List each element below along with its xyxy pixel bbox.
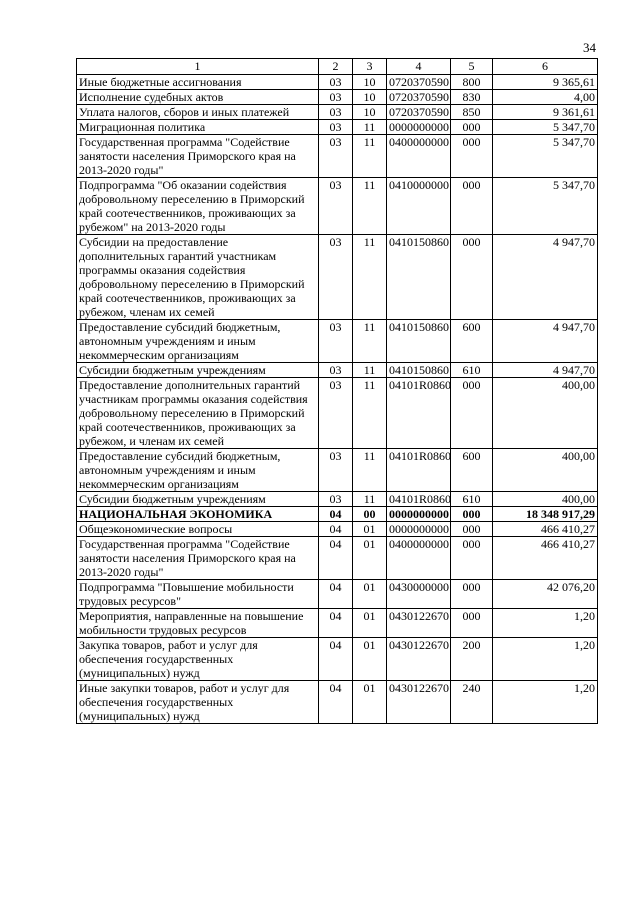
row-sum-cell: 4,00 xyxy=(493,90,598,105)
page-number: 34 xyxy=(583,40,596,55)
table-row xyxy=(77,105,598,120)
row-name-cell: Субсидии бюджетным учреждениям xyxy=(77,363,319,378)
table-row xyxy=(77,638,598,681)
table-row xyxy=(77,492,598,507)
row-target-article-cell: 04101R0860 xyxy=(387,449,451,492)
row-section-cell: 03 xyxy=(319,492,353,507)
row-section-cell: 03 xyxy=(319,320,353,363)
row-subsection-cell: 11 xyxy=(353,363,387,378)
row-sum-cell: 4 947,70 xyxy=(493,235,598,320)
row-name-cell: Подпрограмма "Об оказании содействия добровольному переселению в Приморский край соотечественников, проживающих за рубежом" на 2013-2020 годы xyxy=(77,178,319,235)
row-subsection-cell: 11 xyxy=(353,378,387,449)
row-subsection-cell: 11 xyxy=(353,178,387,235)
row-section-cell: 03 xyxy=(319,75,353,90)
row-subsection-cell: 11 xyxy=(353,235,387,320)
row-sum-cell: 1,20 xyxy=(493,681,598,724)
row-subsection-cell: 01 xyxy=(353,638,387,681)
row-expense-type-cell: 600 xyxy=(451,320,493,363)
row-name-cell: Государственная программа "Содействие занятости населения Приморского края на 2013-2020 годы" xyxy=(77,537,319,580)
row-sum-cell: 9 365,61 xyxy=(493,75,598,90)
row-name-cell: Исполнение судебных актов xyxy=(77,90,319,105)
row-name-cell: Мероприятия, направленные на повышение мобильности трудовых ресурсов xyxy=(77,609,319,638)
row-target-article-cell: 04101R0860 xyxy=(387,378,451,449)
row-section-cell: 04 xyxy=(319,681,353,724)
row-section-cell: 03 xyxy=(319,178,353,235)
row-target-article-cell: 0410150860 xyxy=(387,363,451,378)
row-name-cell: Закупка товаров, работ и услуг для обеспечения государственных (муниципальных) нужд xyxy=(77,638,319,681)
row-name-cell: Субсидии бюджетным учреждениям xyxy=(77,492,319,507)
row-subsection-cell: 10 xyxy=(353,75,387,90)
row-subsection-cell: 01 xyxy=(353,537,387,580)
row-section-cell: 03 xyxy=(319,235,353,320)
row-expense-type-cell: 000 xyxy=(451,537,493,580)
budget-table xyxy=(76,58,598,724)
row-subsection-cell: 01 xyxy=(353,522,387,537)
row-expense-type-cell: 000 xyxy=(451,609,493,638)
row-target-article-cell: 04101R0860 xyxy=(387,492,451,507)
row-target-article-cell: 0720370590 xyxy=(387,75,451,90)
row-target-article-cell: 0430122670 xyxy=(387,638,451,681)
row-target-article-cell: 0000000000 xyxy=(387,120,451,135)
table-row xyxy=(77,681,598,724)
row-section-cell: 04 xyxy=(319,580,353,609)
row-section-cell: 03 xyxy=(319,105,353,120)
row-section-cell: 04 xyxy=(319,609,353,638)
row-expense-type-cell: 000 xyxy=(451,580,493,609)
row-expense-type-cell: 000 xyxy=(451,120,493,135)
table-row xyxy=(77,90,598,105)
row-sum-cell: 18 348 917,29 xyxy=(493,507,598,522)
row-subsection-cell: 10 xyxy=(353,90,387,105)
row-expense-type-cell: 000 xyxy=(451,135,493,178)
table-row xyxy=(77,449,598,492)
row-name-cell: Уплата налогов, сборов и иных платежей xyxy=(77,105,319,120)
row-target-article-cell: 0400000000 xyxy=(387,135,451,178)
row-expense-type-cell: 800 xyxy=(451,75,493,90)
row-sum-cell: 466 410,27 xyxy=(493,537,598,580)
row-subsection-cell: 11 xyxy=(353,120,387,135)
table-row xyxy=(77,75,598,90)
row-section-cell: 04 xyxy=(319,522,353,537)
row-subsection-cell: 11 xyxy=(353,135,387,178)
row-section-cell: 03 xyxy=(319,135,353,178)
row-expense-type-cell: 610 xyxy=(451,492,493,507)
table-row xyxy=(77,235,598,320)
row-expense-type-cell: 000 xyxy=(451,507,493,522)
row-name-cell: Предоставление дополнительных гарантий участникам программы оказания содействия добровольному переселению в Приморский край соотечественников, проживающих за рубежом, и членам их семей xyxy=(77,378,319,449)
table-row xyxy=(77,537,598,580)
row-subsection-cell: 11 xyxy=(353,449,387,492)
row-sum-cell: 1,20 xyxy=(493,609,598,638)
row-target-article-cell: 0720370590 xyxy=(387,105,451,120)
row-subsection-cell: 01 xyxy=(353,609,387,638)
row-expense-type-cell: 200 xyxy=(451,638,493,681)
row-section-cell: 03 xyxy=(319,363,353,378)
row-section-cell: 04 xyxy=(319,507,353,522)
row-target-article-cell: 0410150860 xyxy=(387,320,451,363)
row-name-cell: Иные бюджетные ассигнования xyxy=(77,75,319,90)
row-name-cell: Подпрограмма "Повышение мобильности трудовых ресурсов" xyxy=(77,580,319,609)
row-expense-type-cell: 240 xyxy=(451,681,493,724)
header-row xyxy=(77,59,598,75)
row-expense-type-cell: 610 xyxy=(451,363,493,378)
table-row xyxy=(77,135,598,178)
row-target-article-cell: 0430122670 xyxy=(387,609,451,638)
row-section-cell: 03 xyxy=(319,378,353,449)
row-name-cell: Миграционная политика xyxy=(77,120,319,135)
row-target-article-cell: 0410150860 xyxy=(387,235,451,320)
row-name-cell: Предоставление субсидий бюджетным, автономным учреждениям и иным некоммерческим организациям xyxy=(77,320,319,363)
row-expense-type-cell: 850 xyxy=(451,105,493,120)
table-row xyxy=(77,178,598,235)
row-target-article-cell: 0430000000 xyxy=(387,580,451,609)
table-row xyxy=(77,378,598,449)
column-header: 3 xyxy=(353,59,387,75)
row-subsection-cell: 11 xyxy=(353,492,387,507)
row-sum-cell: 5 347,70 xyxy=(493,120,598,135)
row-sum-cell: 466 410,27 xyxy=(493,522,598,537)
row-section-cell: 04 xyxy=(319,638,353,681)
column-header: 2 xyxy=(319,59,353,75)
row-sum-cell: 1,20 xyxy=(493,638,598,681)
row-expense-type-cell: 000 xyxy=(451,522,493,537)
row-sum-cell: 5 347,70 xyxy=(493,135,598,178)
row-expense-type-cell: 000 xyxy=(451,378,493,449)
row-target-article-cell: 0410000000 xyxy=(387,178,451,235)
table-row xyxy=(77,609,598,638)
row-subsection-cell: 10 xyxy=(353,105,387,120)
row-name-cell: Предоставление субсидий бюджетным, автономным учреждениям и иным некоммерческим организациям xyxy=(77,449,319,492)
row-subsection-cell: 11 xyxy=(353,320,387,363)
row-name-cell: НАЦИОНАЛЬНАЯ ЭКОНОМИКА xyxy=(77,507,319,522)
row-expense-type-cell: 000 xyxy=(451,235,493,320)
row-expense-type-cell: 600 xyxy=(451,449,493,492)
row-sum-cell: 4 947,70 xyxy=(493,320,598,363)
row-sum-cell: 4 947,70 xyxy=(493,363,598,378)
row-expense-type-cell: 000 xyxy=(451,178,493,235)
table-row xyxy=(77,120,598,135)
column-header: 6 xyxy=(493,59,598,75)
row-target-article-cell: 0000000000 xyxy=(387,507,451,522)
row-name-cell: Государственная программа "Содействие занятости населения Приморского края на 2013-2020 годы" xyxy=(77,135,319,178)
row-sum-cell: 400,00 xyxy=(493,492,598,507)
row-section-cell: 03 xyxy=(319,120,353,135)
row-subsection-cell: 01 xyxy=(353,580,387,609)
row-name-cell: Иные закупки товаров, работ и услуг для обеспечения государственных (муниципальных) нужд xyxy=(77,681,319,724)
column-header: 1 xyxy=(77,59,319,75)
table-row xyxy=(77,320,598,363)
row-sum-cell: 9 361,61 xyxy=(493,105,598,120)
table-row xyxy=(77,522,598,537)
row-expense-type-cell: 830 xyxy=(451,90,493,105)
row-target-article-cell: 0400000000 xyxy=(387,537,451,580)
table-row xyxy=(77,580,598,609)
row-target-article-cell: 0000000000 xyxy=(387,522,451,537)
row-subsection-cell: 00 xyxy=(353,507,387,522)
column-header: 4 xyxy=(387,59,451,75)
row-name-cell: Субсидии на предоставление дополнительных гарантий участникам программы оказания содействия добровольному переселению в Приморский край соотечественников, проживающих за рубежом, членам их семей xyxy=(77,235,319,320)
row-sum-cell: 42 076,20 xyxy=(493,580,598,609)
row-section-cell: 04 xyxy=(319,537,353,580)
row-name-cell: Общеэкономические вопросы xyxy=(77,522,319,537)
row-sum-cell: 400,00 xyxy=(493,378,598,449)
row-target-article-cell: 0430122670 xyxy=(387,681,451,724)
row-target-article-cell: 0720370590 xyxy=(387,90,451,105)
table-row xyxy=(77,507,598,522)
column-header: 5 xyxy=(451,59,493,75)
row-section-cell: 03 xyxy=(319,449,353,492)
row-section-cell: 03 xyxy=(319,90,353,105)
row-sum-cell: 5 347,70 xyxy=(493,178,598,235)
table-row xyxy=(77,363,598,378)
row-subsection-cell: 01 xyxy=(353,681,387,724)
row-sum-cell: 400,00 xyxy=(493,449,598,492)
